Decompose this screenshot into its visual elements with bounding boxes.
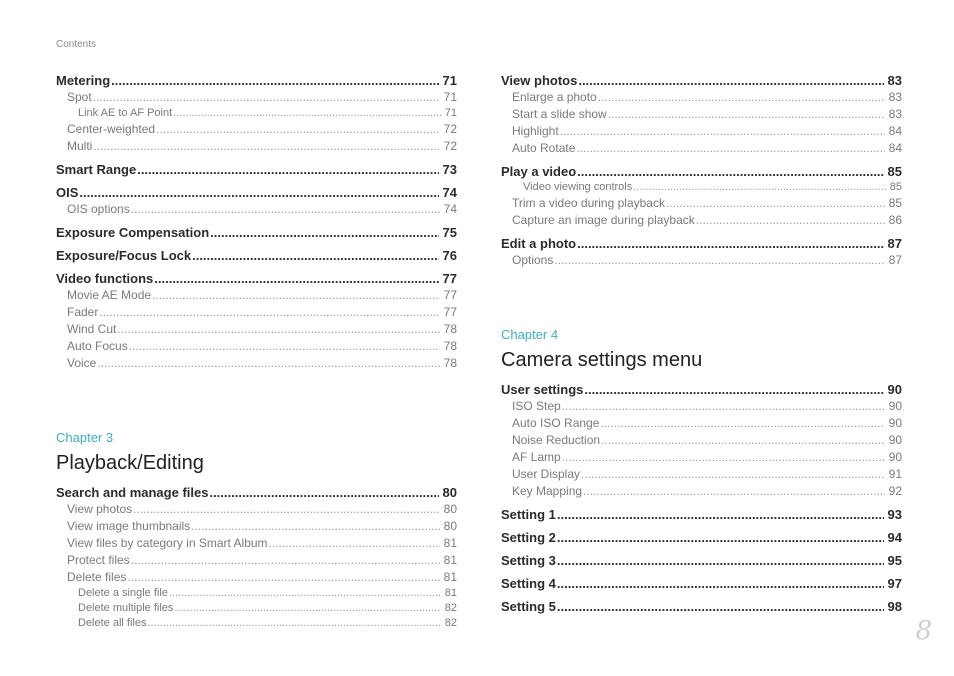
toc-entry-title: Video viewing controls (523, 181, 633, 193)
toc-entry-page: 72 (443, 139, 457, 153)
dot-leader (152, 287, 440, 304)
toc-entry-title: Search and manage files (56, 485, 209, 500)
toc-entry-page: 78 (443, 322, 457, 336)
dot-leader (598, 89, 885, 106)
toc-entry[interactable] (501, 598, 902, 615)
toc-entry-title: Start a slide show (512, 107, 607, 121)
dot-leader (608, 106, 885, 123)
toc-entry-page: 83 (888, 90, 902, 104)
dot-leader (666, 195, 885, 212)
toc-entry[interactable] (501, 575, 902, 592)
toc-entry[interactable] (501, 415, 902, 432)
toc-entry-title: Noise Reduction (512, 433, 601, 447)
toc-entry-title: Auto ISO Range (512, 416, 600, 430)
toc-entry-title: View photos (67, 502, 133, 516)
toc-entry-title: Metering (56, 73, 111, 88)
chapter-label: Chapter 3 (56, 430, 114, 445)
toc-entry-page: 80 (442, 485, 457, 500)
dot-leader (269, 535, 440, 552)
toc-entry-page: 80 (443, 502, 457, 516)
dot-leader (557, 529, 884, 546)
dot-leader (129, 338, 440, 355)
dot-leader (581, 466, 885, 483)
dot-leader (600, 415, 884, 432)
dot-leader (117, 321, 439, 338)
dot-leader (557, 506, 884, 523)
toc-entry-title: AF Lamp (512, 450, 561, 464)
toc-entry-title: Exposure/Focus Lock (56, 248, 192, 263)
toc-entry-title: Highlight (512, 124, 559, 138)
toc-entry[interactable] (56, 121, 457, 138)
toc-entry[interactable] (56, 270, 457, 287)
toc-entry[interactable] (56, 338, 457, 355)
toc-entry[interactable] (56, 535, 457, 552)
toc-entry-page: 78 (443, 356, 457, 370)
toc-entry[interactable] (56, 224, 457, 241)
toc-entry-title: Wind Cut (67, 322, 117, 336)
toc-entry-page: 93 (887, 507, 902, 522)
dot-leader (156, 121, 440, 138)
toc-entry-page: 83 (887, 73, 902, 88)
toc-entry[interactable] (501, 89, 902, 106)
toc-entry-page: 95 (887, 553, 902, 568)
page-number: 8 (915, 616, 932, 646)
toc-entry-page: 97 (887, 576, 902, 591)
toc-entry-title: Delete multiple files (78, 602, 174, 614)
toc-entry-page: 78 (443, 339, 457, 353)
toc-entry-page: 77 (443, 305, 457, 319)
toc-entry[interactable] (56, 586, 457, 601)
toc-entry-page: 82 (444, 602, 457, 614)
toc-entry-title: Fader (67, 305, 99, 319)
dot-leader (576, 140, 884, 157)
toc-entry[interactable] (501, 195, 902, 212)
dot-leader (191, 518, 439, 535)
toc-entry[interactable] (501, 212, 902, 229)
toc-entry-title: Video functions (56, 271, 154, 286)
toc-entry[interactable] (501, 235, 902, 252)
toc-entry[interactable] (501, 123, 902, 140)
toc-entry-page: 83 (888, 107, 902, 121)
toc-entry-page: 81 (443, 553, 457, 567)
dot-leader (137, 161, 438, 178)
toc-entry[interactable] (56, 569, 457, 586)
toc-entry[interactable] (56, 287, 457, 304)
toc-entry-title: Options (512, 253, 554, 267)
toc-entry-page: 73 (442, 162, 457, 177)
toc-entry-title: Exposure Compensation (56, 225, 210, 240)
dot-leader (209, 484, 438, 501)
chapter-title: Camera settings menu (501, 349, 703, 371)
toc-entry[interactable] (56, 72, 457, 89)
dot-leader (93, 89, 440, 106)
toc-entry-page: 90 (888, 433, 902, 447)
toc-entry-page: 87 (887, 236, 902, 251)
toc-entry-title: Multi (67, 139, 93, 153)
toc-entry[interactable] (56, 601, 457, 616)
dot-leader (557, 575, 884, 592)
dot-leader (97, 355, 439, 372)
toc-entry-title: Edit a photo (501, 236, 577, 251)
toc-entry-title: Smart Range (56, 162, 137, 177)
dot-leader (560, 123, 885, 140)
toc-entry-page: 94 (887, 530, 902, 545)
toc-entry-title: Setting 4 (501, 576, 556, 591)
dot-leader (192, 247, 438, 264)
dot-leader (210, 224, 438, 241)
dot-leader (601, 432, 885, 449)
toc-entry[interactable] (56, 89, 457, 106)
toc-entry[interactable] (56, 138, 457, 155)
toc-entry-title: Delete files (67, 570, 127, 584)
toc-entry[interactable] (56, 304, 457, 321)
toc-entry-title: Auto Rotate (512, 141, 576, 155)
toc-entry-title: Play a video (501, 164, 577, 179)
toc-entry-page: 81 (444, 587, 457, 599)
toc-entry-title: View photos (501, 73, 578, 88)
toc-entry[interactable] (56, 184, 457, 201)
toc-entry-title: Spot (67, 90, 92, 104)
toc-entry-title: User settings (501, 382, 584, 397)
dot-leader (578, 72, 883, 89)
dot-leader (169, 586, 441, 601)
toc-column-right (501, 72, 902, 615)
toc-entry-page: 81 (443, 536, 457, 550)
dot-leader (131, 552, 440, 569)
dot-leader (154, 270, 438, 287)
dot-leader (696, 212, 885, 229)
toc-entry-title: User Display (512, 467, 581, 481)
toc-entry-page: 90 (887, 382, 902, 397)
dot-leader (633, 180, 886, 195)
dot-leader (562, 398, 885, 415)
dot-leader (111, 72, 438, 89)
toc-entry[interactable] (501, 140, 902, 157)
toc-list-right (501, 72, 902, 269)
toc-entry-page: 74 (442, 185, 457, 200)
toc-entry-page: 82 (444, 617, 457, 629)
toc-entry-title: Key Mapping (512, 484, 583, 498)
toc-entry[interactable] (501, 466, 902, 483)
toc-entry-page: 85 (888, 196, 902, 210)
dot-leader (584, 381, 883, 398)
chapter-title: Playback/Editing (56, 452, 204, 474)
toc-entry-page: 84 (888, 124, 902, 138)
toc-list-chapter-4 (501, 381, 902, 615)
toc-entry[interactable] (56, 161, 457, 178)
toc-entry[interactable] (501, 506, 902, 523)
dot-leader (79, 184, 438, 201)
toc-entry-title: Voice (67, 356, 97, 370)
toc-entry[interactable] (56, 201, 457, 218)
toc-entry-page: 90 (888, 450, 902, 464)
dot-leader (99, 304, 439, 321)
dot-leader (554, 252, 884, 269)
toc-entry[interactable] (56, 106, 457, 121)
toc-entry-title: OIS options (67, 202, 130, 216)
toc-entry[interactable] (501, 106, 902, 123)
dot-leader (557, 552, 884, 569)
toc-entry-title: Trim a video during playback (512, 196, 665, 210)
toc-entry[interactable] (56, 355, 457, 372)
toc-entry[interactable] (56, 247, 457, 264)
toc-entry[interactable] (501, 72, 902, 89)
dot-leader (562, 449, 885, 466)
toc-entry-page: 74 (443, 202, 457, 216)
toc-entry-page: 90 (888, 399, 902, 413)
toc-entry-page: 77 (442, 271, 457, 286)
dot-leader (131, 201, 440, 218)
toc-entry-page: 81 (443, 570, 457, 584)
toc-entry-title: Setting 3 (501, 553, 556, 568)
toc-list-left (56, 72, 457, 372)
toc-entry[interactable] (501, 449, 902, 466)
toc-entry[interactable] (501, 529, 902, 546)
toc-entry[interactable] (56, 552, 457, 569)
toc-entry-page: 86 (888, 213, 902, 227)
toc-entry-title: Setting 5 (501, 599, 556, 614)
toc-entry[interactable] (56, 518, 457, 535)
toc-entry-page: 85 (887, 164, 902, 179)
toc-entry-page: 72 (443, 122, 457, 136)
toc-entry-page: 80 (443, 519, 457, 533)
toc-entry-title: Movie AE Mode (67, 288, 152, 302)
dot-leader (577, 235, 883, 252)
dot-leader (147, 616, 440, 631)
toc-entry[interactable] (56, 321, 457, 338)
toc-entry[interactable] (501, 432, 902, 449)
toc-entry-title: Setting 1 (501, 507, 556, 522)
toc-entry-page: 90 (888, 416, 902, 430)
toc-entry[interactable] (501, 381, 902, 398)
dot-leader (173, 106, 441, 121)
toc-entry-title: View image thumbnails (67, 519, 191, 533)
toc-entry-title: ISO Step (512, 399, 561, 413)
toc-entry-page: 84 (888, 141, 902, 155)
dot-leader (577, 163, 883, 180)
toc-entry[interactable] (501, 398, 902, 415)
toc-entry[interactable] (501, 180, 902, 195)
toc-entry-title: Link AE to AF Point (78, 107, 173, 119)
toc-entry[interactable] (501, 163, 902, 180)
toc-list-chapter-3 (56, 484, 457, 631)
toc-entry-page: 85 (889, 181, 902, 193)
toc-entry-page: 76 (442, 248, 457, 263)
dot-leader (93, 138, 439, 155)
toc-entry-title: Delete all files (78, 617, 147, 629)
toc-entry[interactable] (56, 484, 457, 501)
toc-entry-title: Enlarge a photo (512, 90, 597, 104)
toc-entry-title: Delete a single file (78, 587, 168, 599)
toc-entry-page: 71 (444, 107, 457, 119)
running-header: Contents (56, 39, 97, 50)
toc-entry-page: 92 (888, 484, 902, 498)
toc-entry[interactable] (501, 552, 902, 569)
toc-entry-title: Capture an image during playback (512, 213, 695, 227)
toc-entry-title: Setting 2 (501, 530, 556, 545)
dot-leader (127, 569, 439, 586)
toc-entry-page: 77 (443, 288, 457, 302)
toc-entry[interactable] (501, 483, 902, 500)
toc-entry-title: Protect files (67, 553, 130, 567)
toc-entry-title: Auto Focus (67, 339, 128, 353)
toc-entry-title: Center-weighted (67, 122, 156, 136)
dot-leader (174, 601, 440, 616)
dot-leader (583, 483, 885, 500)
chapter-label: Chapter 4 (501, 327, 559, 342)
toc-entry[interactable] (56, 501, 457, 518)
toc-entry-page: 91 (888, 467, 902, 481)
toc-entry-page: 75 (442, 225, 457, 240)
toc-entry[interactable] (56, 616, 457, 631)
toc-entry-page: 87 (888, 253, 902, 267)
toc-entry-page: 98 (887, 599, 902, 614)
toc-entry-page: 71 (443, 90, 457, 104)
toc-entry[interactable] (501, 252, 902, 269)
toc-entry-title: View files by category in Smart Album (67, 536, 268, 550)
dot-leader (133, 501, 439, 518)
toc-entry-page: 71 (442, 73, 457, 88)
dot-leader (557, 598, 884, 615)
toc-column-left (56, 72, 457, 631)
toc-entry-title: OIS (56, 185, 79, 200)
